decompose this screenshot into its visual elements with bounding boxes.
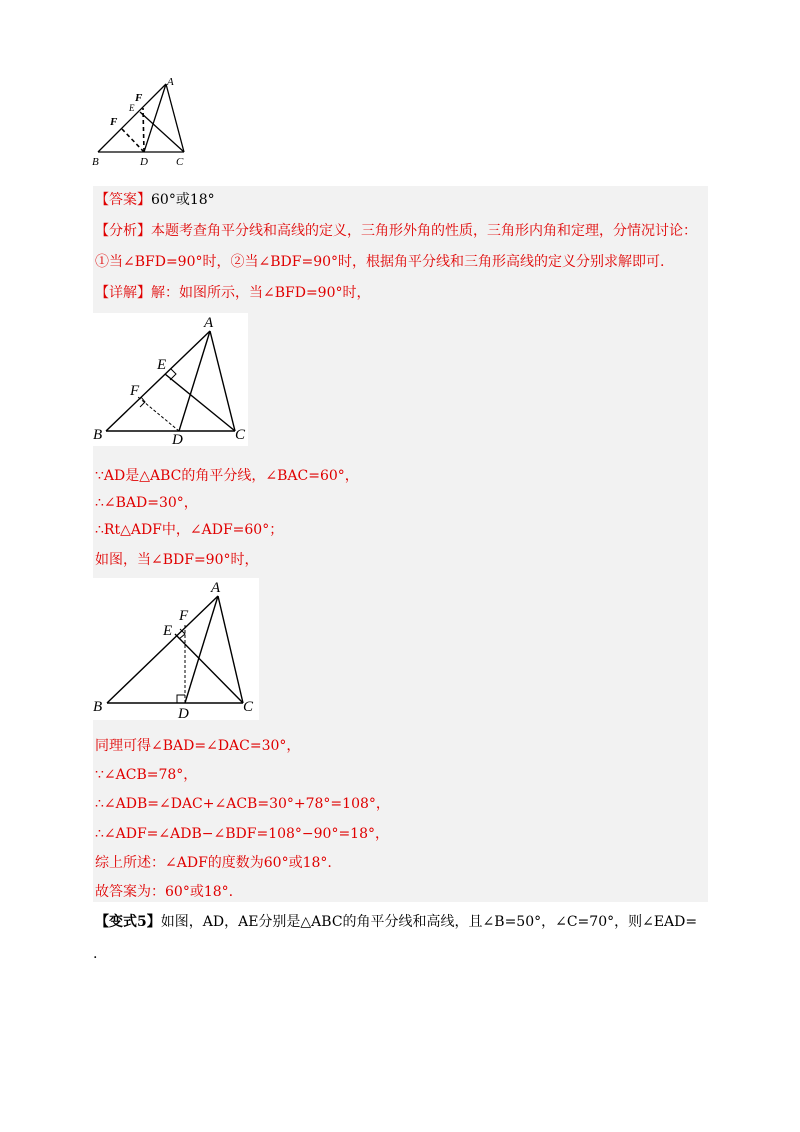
label-d: D	[172, 432, 183, 446]
side-ac	[166, 84, 184, 152]
step-6: ∵∠ACB=78°，	[95, 767, 198, 783]
variant-trailing-period: .	[93, 946, 98, 962]
label-c: C	[176, 156, 184, 168]
label-e: E	[163, 623, 173, 639]
answer-line	[95, 190, 215, 210]
label-d: D	[178, 706, 189, 720]
detail-text: 解：如图所示，当∠BFD=90°时，	[151, 285, 371, 301]
variant-text: 如图，AD，AE分别是△ABC的角平分线和高线，且∠B=50°，∠C=70°，则∠EAD=	[160, 914, 698, 930]
label-d: D	[140, 156, 148, 168]
label-f: F	[130, 383, 140, 399]
label-e: E	[129, 103, 135, 113]
figure-3	[93, 578, 259, 720]
label-b: B	[92, 156, 99, 168]
label-f-top: F	[135, 92, 143, 104]
analysis-tag: 【分析】	[95, 223, 151, 239]
label-e: E	[157, 357, 167, 373]
step-7: ∴∠ADB=∠DAC+∠ACB=30°+78°=108°，	[95, 796, 390, 812]
label-b: B	[93, 699, 103, 715]
side-ab	[98, 84, 166, 152]
dashed-df1	[122, 129, 144, 152]
label-a: A	[211, 580, 221, 596]
variant-tag: 【变式5】	[95, 914, 161, 930]
variant-5-question	[95, 912, 697, 932]
step-5: 同理可得∠BAD=∠DAC=30°，	[95, 738, 301, 754]
analysis-line	[95, 221, 697, 241]
answer-tag: 【答案】	[95, 192, 151, 208]
step-8: ∴∠ADF=∠ADB−∠BDF=108°−90°=18°，	[95, 826, 389, 842]
figure-2	[93, 313, 248, 446]
analysis-text: 本题考查角平分线和高线的定义，三角形外角的性质，三角形内角和定理，分情况讨论：	[151, 223, 697, 239]
detail-tag: 【详解】	[95, 285, 151, 301]
dashed-df2	[143, 108, 144, 152]
label-c: C	[235, 427, 246, 443]
answer-text: 60°或18°	[151, 192, 215, 208]
label-b: B	[93, 427, 103, 443]
label-c: C	[243, 699, 254, 715]
step-4: 如图，当∠BDF=90°时，	[95, 552, 259, 568]
detail-line	[95, 283, 371, 303]
label-f: F	[179, 608, 189, 624]
step-10: 故答案为：60°或18°.	[95, 884, 234, 900]
step-9: 综上所述：∠ADF的度数为60°或18°.	[95, 855, 332, 871]
label-a: A	[167, 76, 174, 88]
label-a: A	[204, 315, 214, 331]
figure-1	[88, 74, 198, 170]
label-f-left: F	[110, 116, 118, 128]
step-1: ∵AD是△ABC的角平分线，∠BAC=60°，	[95, 468, 359, 484]
step-3: ∴Rt△ADF中，∠ADF=60°；	[95, 522, 284, 538]
analysis-line-2: ①当∠BFD=90°时，②当∠BDF=90°时，根据角平分线和三角形高线的定义分别求解即可.	[95, 254, 665, 270]
step-2: ∴∠BAD=30°，	[95, 495, 198, 511]
